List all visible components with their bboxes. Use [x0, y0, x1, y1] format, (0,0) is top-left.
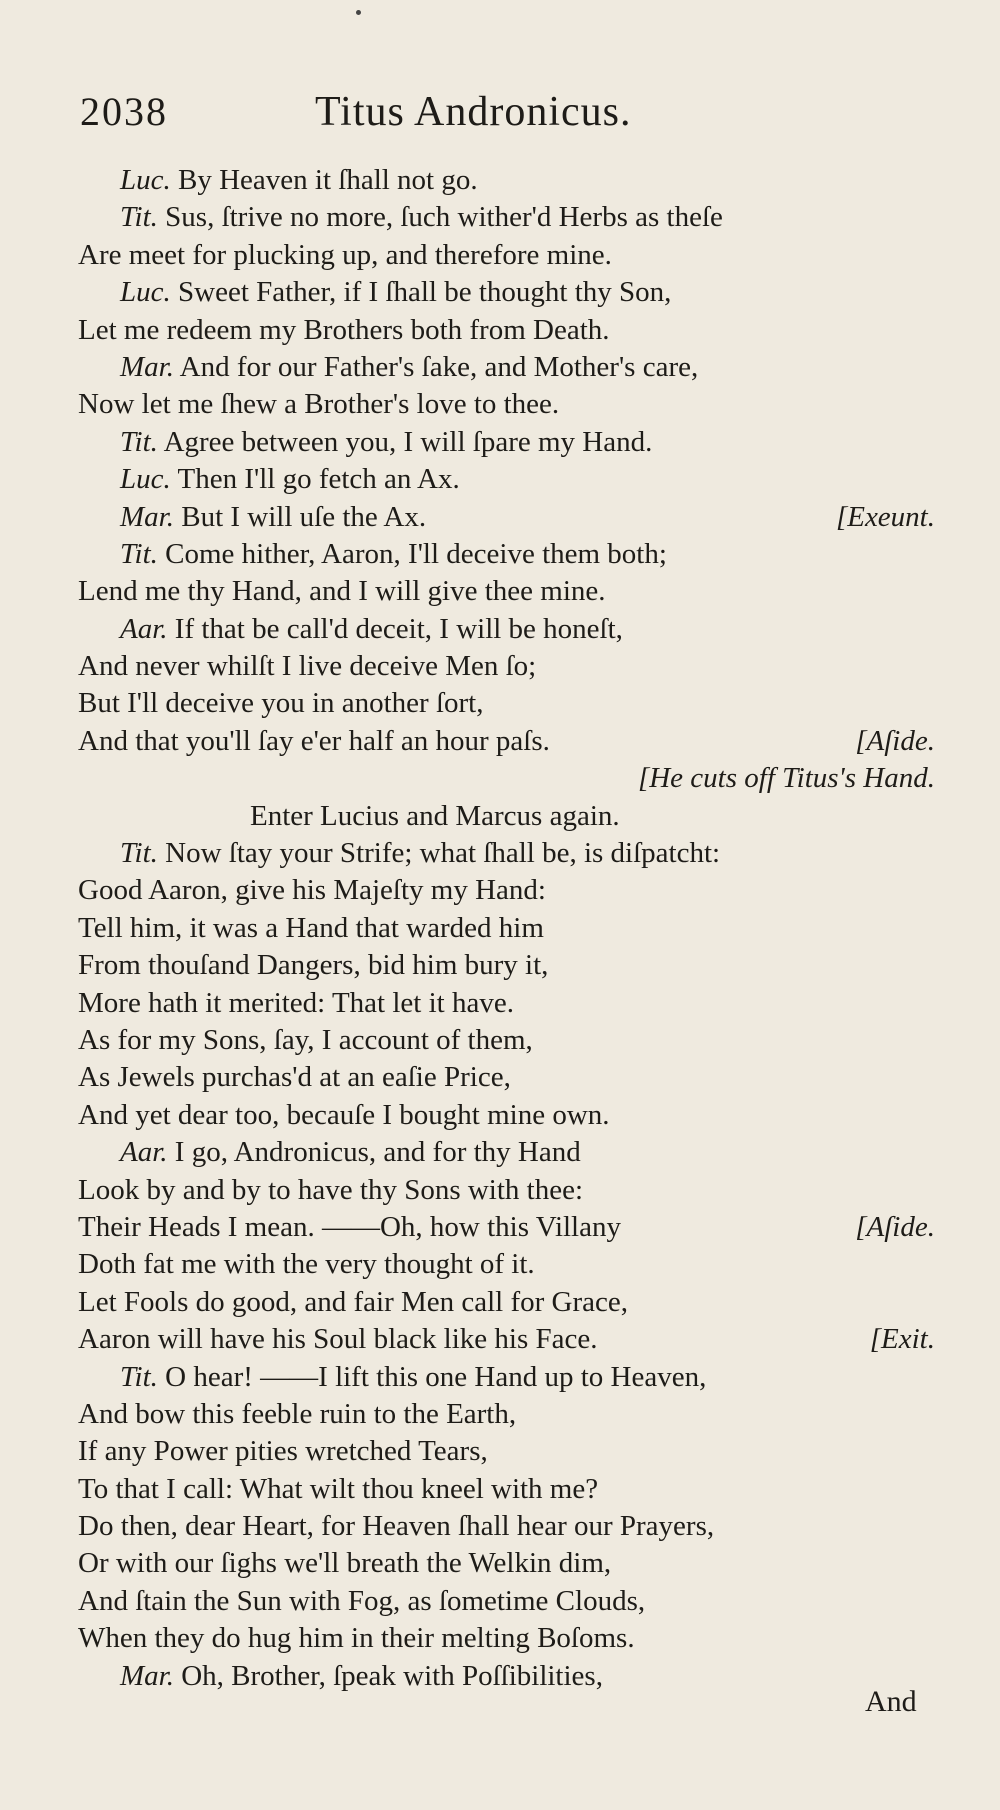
text-line	[0, 1433, 1000, 1470]
verse-line	[120, 611, 623, 648]
text-line	[0, 424, 1000, 461]
verse-line	[78, 1583, 645, 1620]
verse-line	[120, 199, 723, 236]
running-title: Titus Andronicus.	[315, 89, 632, 135]
verse-line	[120, 461, 460, 498]
verse-line	[120, 536, 667, 573]
text-line	[0, 461, 1000, 498]
text-line	[0, 910, 1000, 947]
line-text: Look by and by to have thy Sons with thee:	[78, 1173, 584, 1206]
text-line	[0, 648, 1000, 685]
text-line	[0, 1172, 1000, 1209]
speaker-prefix: Mar.	[120, 500, 174, 533]
verse-line	[78, 237, 612, 274]
speaker-prefix: Aar.	[120, 612, 168, 645]
text-line	[0, 835, 1000, 872]
line-text: As for my Sons, ſay, I account of them,	[78, 1023, 533, 1056]
text-line	[0, 985, 1000, 1022]
line-text: Sweet Father, if I ſhall be thought thy Son,	[178, 276, 672, 309]
line-text: Aaron will have his Soul black like his Face.	[78, 1323, 598, 1356]
text-line	[0, 1545, 1000, 1582]
text-line	[0, 573, 1000, 610]
verse-line	[78, 685, 483, 722]
line-text: When they do hug him in their melting Boſoms.	[78, 1622, 635, 1655]
line-text: If any Power pities wretched Tears,	[78, 1435, 488, 1468]
line-text: Are meet for plucking up, and therefore mine.	[78, 238, 612, 271]
text-line	[0, 386, 1000, 423]
text-line	[0, 723, 1000, 760]
line-text: Tell him, it was a Hand that warded him	[78, 911, 544, 944]
stage-direction: [Exit.	[869, 1323, 935, 1356]
line-text: By Heaven it ſhall not go.	[178, 164, 478, 196]
page-number: 2038	[80, 89, 168, 134]
line-text: To that I call: What wilt thou kneel with me?	[78, 1472, 599, 1505]
line-text: As Jewels purchas'd at an eaſie Price,	[78, 1061, 511, 1094]
line-text: Let me redeem my Brothers both from Death.	[78, 313, 610, 346]
verse-line	[120, 1359, 706, 1396]
text-line	[0, 1396, 1000, 1433]
text-line	[0, 1321, 1000, 1358]
verse-line	[120, 1134, 581, 1171]
stage-direction: [He cuts off Titus's Hand.	[637, 762, 935, 795]
line-text: Doth fat me with the very thought of it.	[78, 1248, 535, 1281]
verse-line	[78, 573, 606, 610]
page-header	[80, 88, 950, 150]
verse-line	[120, 499, 426, 536]
text-line	[0, 1059, 1000, 1096]
verse-line	[120, 835, 720, 872]
verse-line	[78, 985, 514, 1022]
text-line	[0, 162, 1000, 199]
verse-line	[120, 274, 671, 311]
line-text: And never whilſt I live deceive Men ſo;	[78, 650, 537, 683]
verse-line	[78, 1284, 628, 1321]
stage-direction: Enter Lucius and Marcus again.	[250, 799, 620, 832]
verse-line	[78, 1508, 714, 1545]
line-text: Now ſtay your Strife; what ſhall be, is diſpatcht:	[165, 837, 721, 870]
text-line	[0, 1359, 1000, 1396]
text-line	[0, 312, 1000, 349]
text-line	[0, 274, 1000, 311]
speaker-prefix: Tit.	[120, 837, 158, 870]
verse-line	[78, 1246, 535, 1283]
speaker-prefix: Luc.	[120, 463, 171, 496]
verse-line	[78, 1059, 511, 1096]
line-text: Now let me ſhew a Brother's love to thee.	[78, 388, 560, 421]
verse-line	[78, 910, 544, 947]
line-text: Their Heads I mean. ——Oh, how this Villany	[78, 1210, 621, 1243]
text-line	[0, 798, 1000, 835]
line-text: And that you'll ſay e'er half an hour paſs.	[78, 724, 550, 757]
speaker-prefix: Luc.	[120, 276, 171, 309]
text-line	[0, 499, 1000, 536]
text-line	[0, 1620, 1000, 1657]
verse-line	[78, 872, 546, 909]
text-line	[0, 349, 1000, 386]
line-text: Do then, dear Heart, for Heaven ſhall hear our Prayers,	[78, 1510, 715, 1543]
speaker-prefix: Luc.	[120, 164, 171, 196]
verse-line	[78, 1620, 635, 1657]
verse-line	[78, 1022, 533, 1059]
line-text: But I'll deceive you in another ſort,	[78, 687, 484, 720]
text-line	[0, 872, 1000, 909]
speaker-prefix: Tit.	[120, 1360, 158, 1393]
verse-line	[120, 162, 478, 199]
text-line	[0, 1097, 1000, 1134]
text-line	[0, 1134, 1000, 1171]
text-line	[0, 1658, 1000, 1695]
verse-line	[78, 312, 610, 349]
text-line	[0, 611, 1000, 648]
line-text: And yet dear too, becauſe I bought mine own.	[78, 1098, 610, 1131]
line-text: Sus, ſtrive no more, ſuch wither'd Herbs as theſe	[165, 201, 723, 234]
line-text: Come hither, Aaron, I'll deceive them both;	[165, 537, 667, 570]
text-line	[0, 1583, 1000, 1620]
verse-line	[120, 424, 652, 461]
text-line	[0, 685, 1000, 722]
text-line	[0, 1284, 1000, 1321]
line-text: But I will uſe the Ax.	[181, 500, 427, 533]
speaker-prefix: Tit.	[120, 425, 158, 458]
text-line	[0, 1471, 1000, 1508]
verse-line	[78, 1433, 488, 1470]
line-text: Agree between you, I will ſpare my Hand.	[163, 425, 653, 458]
verse-line	[78, 1545, 611, 1582]
line-text: If that be call'd deceit, I will be honeſt,	[174, 612, 623, 645]
line-text: Lend me thy Hand, and I will give thee mine.	[78, 575, 606, 608]
text-line	[0, 1246, 1000, 1283]
verse-line	[78, 1321, 597, 1358]
verse-line	[78, 1396, 516, 1433]
speaker-prefix: Tit.	[120, 201, 158, 234]
verse-line	[120, 349, 698, 386]
stage-direction: [Aſide.	[855, 724, 935, 757]
verse-line	[78, 1097, 610, 1134]
speaker-prefix: Mar.	[120, 350, 174, 383]
text-line	[0, 1209, 1000, 1246]
text-line	[0, 947, 1000, 984]
verse-line	[78, 1209, 621, 1246]
line-text: Oh, Brother, ſpeak with Poſſibilities,	[181, 1659, 603, 1692]
stage-direction: [Aſide.	[855, 1210, 935, 1243]
text-line	[0, 199, 1000, 236]
speaker-prefix: Mar.	[120, 1659, 174, 1692]
text-line	[0, 237, 1000, 274]
line-text: Good Aaron, give his Majeſty my Hand:	[78, 874, 546, 907]
line-text: And for our Father's ſake, and Mother's care,	[179, 350, 699, 383]
line-text: More hath it merited: That let it have.	[78, 986, 514, 1019]
line-text: From thouſand Dangers, bid him bury it,	[78, 949, 549, 982]
line-text: I go, Andronicus, and for thy Hand	[174, 1136, 581, 1169]
text-line	[0, 536, 1000, 573]
speaker-prefix: Aar.	[120, 1136, 168, 1169]
line-text: Or with our ſighs we'll breath the Welkin dim,	[78, 1547, 612, 1580]
stage-direction: [Exeunt.	[835, 500, 935, 533]
text-line	[0, 760, 1000, 797]
play-text	[0, 162, 1000, 1695]
catchword: And	[865, 1685, 917, 1718]
line-text: And ſtain the Sun with Fog, as ſometime Clouds,	[78, 1584, 646, 1617]
verse-line	[78, 648, 536, 685]
text-line	[0, 1022, 1000, 1059]
speaker-prefix: Tit.	[120, 537, 158, 570]
verse-line	[120, 1658, 603, 1695]
line-text: Let Fools do good, and fair Men call for Grace,	[78, 1285, 629, 1318]
verse-line	[78, 947, 548, 984]
verse-line	[78, 723, 550, 760]
verse-line	[78, 386, 559, 423]
ink-speck	[356, 10, 361, 15]
line-text: O hear! ——I lift this one Hand up to Heaven,	[165, 1360, 707, 1393]
text-line	[0, 1508, 1000, 1545]
verse-line	[78, 1172, 583, 1209]
line-text: And bow this feeble ruin to the Earth,	[78, 1397, 517, 1430]
line-text: Then I'll go fetch an Ax.	[177, 463, 460, 496]
verse-line	[78, 1471, 598, 1508]
